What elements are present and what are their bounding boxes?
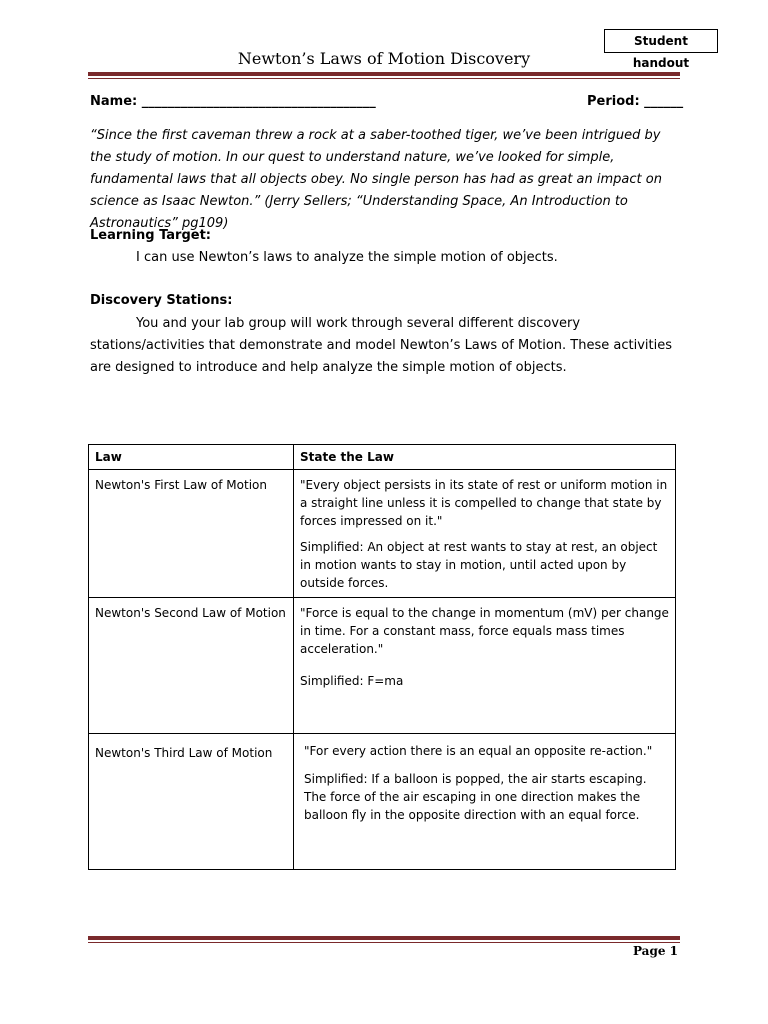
footer-rule bbox=[88, 936, 680, 943]
law-cell bbox=[294, 470, 676, 598]
law-statement: "Every object persists in its state of rest or uniform motion in a straight line unless it is compelled to change that state by forces impressed on it." bbox=[300, 478, 668, 528]
period-field-label: Period: ______ bbox=[587, 94, 684, 109]
page-number: Page 1 bbox=[632, 944, 678, 958]
name-field-label: Name: ____________________________________ bbox=[90, 94, 376, 109]
laws-table bbox=[88, 444, 676, 870]
table-row bbox=[89, 470, 676, 598]
law-cell bbox=[294, 734, 676, 870]
learning-target-text: I can use Newton’s laws to analyze the simple motion of objects. bbox=[136, 250, 558, 265]
law-simplified: Simplified: F=ma bbox=[300, 674, 404, 688]
table-header-row bbox=[89, 445, 676, 470]
page-title: Newton’s Laws of Motion Discovery bbox=[237, 49, 531, 68]
table-row bbox=[89, 598, 676, 734]
header-state-the-law: State the Law bbox=[294, 445, 676, 470]
law-cell bbox=[294, 598, 676, 734]
law-name: Newton's Third Law of Motion bbox=[89, 734, 294, 870]
header-law: Law bbox=[89, 445, 294, 470]
law-statement: "Force is equal to the change in momentum (mV) per change in time. For a constant mass, force equals mass times acceleration." bbox=[300, 606, 669, 656]
learning-target-heading: Learning Target: bbox=[90, 228, 211, 243]
law-name: Newton's First Law of Motion bbox=[89, 470, 294, 598]
student-handout-badge: Student handout bbox=[604, 29, 718, 53]
table-row bbox=[89, 734, 676, 870]
law-simplified: Simplified: An object at rest wants to stay at rest, an object in motion wants to stay in motion, until acted upon by outside forces. bbox=[300, 540, 658, 590]
header-rule bbox=[88, 72, 680, 79]
law-simplified: Simplified: If a balloon is popped, the air starts escaping. The force of the air escaping in one direction makes the balloon fly in the opposite direction with an equal force. bbox=[304, 772, 647, 822]
law-name: Newton's Second Law of Motion bbox=[89, 598, 294, 734]
discovery-stations-text: You and your lab group will work through several different discovery stations/activities that demonstrate and model Newton’s Laws of Motion. These activities are designed to introduce and help analyze the simple motion of objects. bbox=[90, 316, 672, 375]
discovery-stations-heading: Discovery Stations: bbox=[90, 293, 233, 308]
intro-quote: “Since the first caveman threw a rock at a saber-toothed tiger, we’ve been intrigued by the study of motion. In our quest to understand nature, we’ve looked for simple, fundamental laws that all objects obey. No single person has had as great an impact on science as Isaac Newton.” (Jerry Sellers; “Understanding Space, An Introduction to Astronautics” pg109) bbox=[90, 128, 662, 231]
law-statement: "For every action there is an equal an opposite re-action." bbox=[304, 744, 653, 758]
